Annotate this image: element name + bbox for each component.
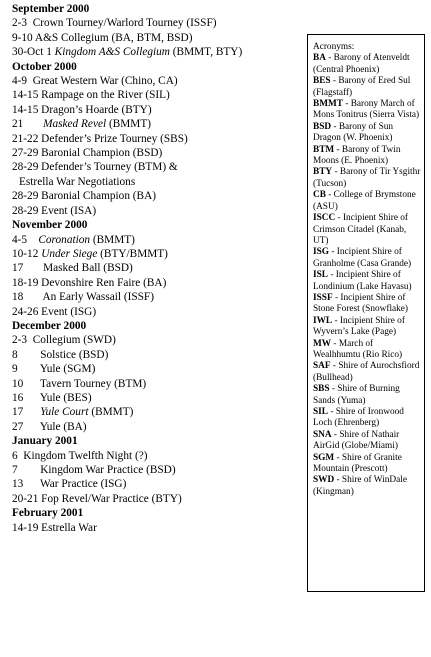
calendar-event <box>12 405 304 419</box>
acronym-code: MW <box>313 338 332 349</box>
calendar-event: 7 Kingdom War Practice (BSD) <box>12 464 176 476</box>
month-heading: November 2000 <box>12 219 88 232</box>
month-heading: February 2001 <box>12 507 84 520</box>
calendar-event: 4-9 Great Western War (Chino, CA) <box>12 75 178 88</box>
acronym-entry <box>313 361 422 384</box>
acronym-description: - Incipient Shire of Stone Forest (Snowflake) <box>313 292 409 315</box>
acronym-description: - Incipient Shire of Wyvern’s Lake (Page) <box>313 315 405 338</box>
month-heading: October 2000 <box>12 60 77 73</box>
acronym-entry <box>313 453 422 476</box>
calendar-event: 21-22 Defender’s Prize Tourney (SBS) <box>12 132 188 145</box>
acronyms-title: Acronyms: <box>313 42 355 52</box>
event-title-italic: Masked Revel <box>43 118 107 131</box>
calendar-event: 14-15 Rampage on the River (SIL) <box>12 89 170 102</box>
acronym-code: SGM <box>313 452 335 463</box>
acronyms-list <box>313 53 422 498</box>
acronym-entry <box>313 430 422 453</box>
calendar-event: 9-10 A&S Collegium (BA, BTM, BSD) <box>12 31 193 44</box>
acronym-description: - March of Wealhhumtu (Rio Rico) <box>313 338 403 360</box>
calendar-event: 6 Kingdom Twelfth Night (?) <box>12 449 148 462</box>
acronym-entry <box>313 384 422 407</box>
acronym-description: - Shire of Granite Mountain (Prescott) <box>313 452 402 475</box>
acronym-description: - Shire of Aurochsfiord (Bullhead) <box>313 361 420 383</box>
event-title-italic: Coronation <box>38 233 91 246</box>
acronym-code: BES <box>313 76 331 87</box>
calendar-event: 27-29 Baronial Champion (BSD) <box>12 147 163 160</box>
acronym-description: - Barony of Atenveldt (Central Phoenix) <box>313 53 410 75</box>
calendar-event: 8 Solstice (BSD) <box>12 348 109 361</box>
acronym-code: ISCC <box>313 213 336 224</box>
event-host: (BTY/BMMT) <box>97 247 168 260</box>
acronym-code: BTM <box>313 144 335 155</box>
calendar-event: 2-3 Crown Tourney/Warlord Tourney (ISSF) <box>12 17 217 30</box>
acronym-entry <box>313 213 422 247</box>
acronym-code: IWL <box>313 315 333 326</box>
event-title-italic: Yule Court <box>40 406 89 419</box>
acronym-entry <box>313 122 422 145</box>
calendar-event <box>12 233 304 247</box>
acronym-code: CB <box>313 190 326 201</box>
calendar-event: 28-29 Event (ISA) <box>12 204 97 217</box>
event-host: (BMMT) <box>90 233 135 246</box>
acronym-entry <box>313 293 422 316</box>
calendar-event <box>12 117 304 131</box>
acronym-description: - Incipient Shire of Granholme (Casa Grande) <box>313 247 412 269</box>
acronyms-box <box>307 34 425 592</box>
calendar-event: 28-29 Defender’s Tourney (BTM) & <box>12 161 178 174</box>
calendar-event: 16 Yule (BES) <box>12 391 92 404</box>
acronym-entry <box>313 247 422 270</box>
acronym-description: - Shire of Ironwood Loch (Ehrenberg) <box>313 407 404 429</box>
month-heading: September 2000 <box>12 3 90 15</box>
acronym-description: - Shire of Burning Sands (Yuma) <box>313 384 400 406</box>
acronym-description: - College of Brymstone (ASU) <box>313 190 416 212</box>
calendar-event <box>12 45 304 59</box>
acronym-description: - Incipient Shire of Crimson Citadel (Kanab, UT) <box>313 213 409 246</box>
event-host: (BMMT) <box>106 118 151 131</box>
calendar-event: 24-26 Event (ISG) <box>12 305 97 318</box>
acronym-code: BMMT <box>313 99 343 110</box>
month-heading: December 2000 <box>12 319 87 332</box>
acronym-code: SIL <box>313 407 328 417</box>
calendar-event: 2-3 Collegium (SWD) <box>12 334 116 347</box>
acronym-code: SWD <box>313 475 335 486</box>
calendar-event: 27 Yule (BA) <box>12 420 87 433</box>
event-date: 10-12 <box>12 247 42 260</box>
calendar-event: 14-15 Dragon’s Hoarde (BTY) <box>12 103 152 116</box>
event-title-italic: Kingdom A&S Collegium <box>54 46 170 59</box>
acronym-description: - Shire of WinDale (Kingman) <box>313 475 407 497</box>
acronym-entry <box>313 53 422 76</box>
acronym-description: - Barony of Ered Sul (Flagstaff) <box>313 76 411 98</box>
acronym-entry <box>313 76 422 99</box>
acronym-entry <box>313 190 422 213</box>
acronym-code: SAF <box>313 361 331 372</box>
acronym-description: - Barony of Sun Dragon (W. Phoenix) <box>313 121 394 144</box>
acronym-code: SBS <box>313 384 330 395</box>
acronym-entry <box>313 145 422 168</box>
acronym-description: - Barony March of Mons Tonitrus (Sierra Vista) <box>313 99 420 121</box>
acronym-code: BSD <box>313 121 332 132</box>
calendar-event: 14-19 Estrella War <box>12 521 97 534</box>
event-date: 17 <box>12 406 41 419</box>
acronym-description: - Barony of Twin Moons (E. Phoenix) <box>313 144 401 167</box>
calendar-event: 10 Tavern Tourney (BTM) <box>12 377 147 390</box>
month-heading: January 2001 <box>12 435 78 448</box>
calendar-event: 18-19 Devonshire Ren Faire (BA) <box>12 276 167 289</box>
acronym-code: ISSF <box>313 292 333 303</box>
event-host: (BMMT) <box>88 406 134 419</box>
acronym-entry <box>313 270 422 293</box>
calendar-event: 17 Masked Ball (BSD) <box>12 262 133 275</box>
acronym-entry <box>313 316 422 339</box>
event-calendar <box>12 2 304 535</box>
acronym-code: BA <box>313 53 326 64</box>
acronym-entry <box>313 339 422 362</box>
acronym-code: BTY <box>313 167 333 178</box>
calendar-event: 18 An Early Wassail (ISSF) <box>12 291 154 304</box>
calendar-event <box>12 247 304 261</box>
acronym-code: ISL <box>313 270 328 281</box>
calendar-event: Estrella War Negotiations <box>19 175 136 188</box>
event-date: 30-Oct 1 <box>12 46 55 59</box>
event-host: (BMMT, BTY) <box>169 46 243 59</box>
event-title-italic: Under Siege <box>41 247 98 260</box>
calendar-event: 9 Yule (SGM) <box>12 363 96 376</box>
acronym-description: - Barony of Tir Ysgithr (Tucson) <box>313 167 421 189</box>
acronym-entry <box>313 167 422 190</box>
acronym-description: - Shire of Nathair AirGid (Globe/Miami) <box>313 429 400 452</box>
acronym-code: SNA <box>313 429 332 440</box>
event-date: 4-5 <box>12 233 39 246</box>
calendar-event: 13 War Practice (ISG) <box>12 478 127 491</box>
acronym-entry <box>313 475 422 498</box>
acronym-entry <box>313 99 422 122</box>
calendar-event: 28-29 Baronial Champion (BA) <box>12 190 157 203</box>
acronym-code: ISG <box>313 247 330 258</box>
calendar-event: 20-21 Fop Revel/War Practice (BTY) <box>12 492 182 505</box>
event-date: 21 <box>12 118 44 131</box>
acronym-description: - Incipient Shire of Londinium (Lake Havasu) <box>313 270 412 292</box>
acronym-entry <box>313 407 422 430</box>
